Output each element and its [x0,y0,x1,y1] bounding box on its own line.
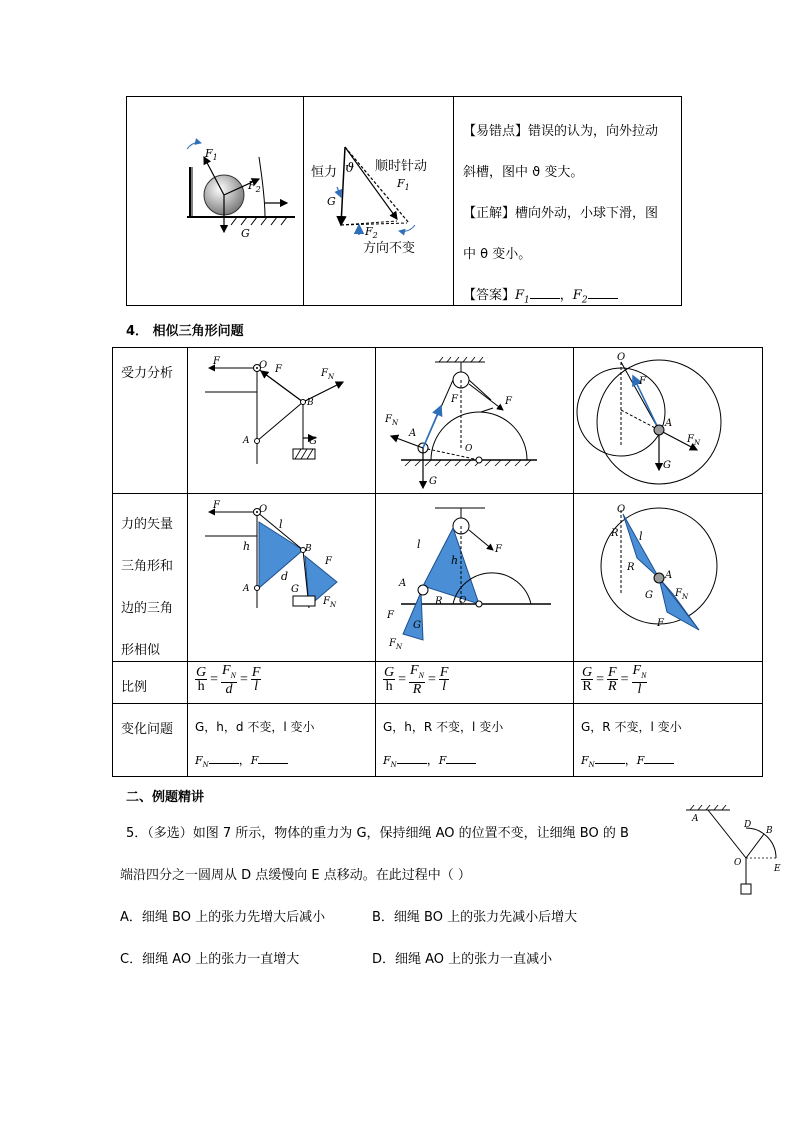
d6-label-l: l [639,530,643,543]
force-analysis-diagram-1 [197,356,367,486]
fig7-label-D: D [744,820,752,830]
solution-text-2: 中 θ 变小。 [463,247,532,262]
col2-label-fangxiang: 方向不变 [363,241,416,256]
change-1-f-blank[interactable] [258,751,288,764]
d3-label-F: F [639,376,646,387]
ratio-2: $\frac{G}{h}$ = $\frac{F_N}{R}$ = $\frac{F}{l}$ [384,663,449,697]
change-3-fixed: G，R 不变，l 变小 [581,720,682,734]
answer-line [463,275,675,322]
d6-label-F: F [657,618,664,629]
d4-label-O: O [259,504,268,515]
vector-triangle-diagram-2 [381,500,569,660]
answer-tag: 【答案】 [463,288,516,303]
solution-text-1: 槽向外动，小球下滑，图 [515,206,659,221]
change-2-f-blank[interactable] [446,751,476,764]
d1-label-F: F [275,364,282,375]
d3-label-O: O [617,352,626,363]
option-b[interactable]: B．细绳 BO 上的张力先减小后增大 [372,910,578,925]
row-label-change: 变化问题 [121,722,174,737]
answer-f1: $F_1$ [515,288,530,306]
ratio-3: $\frac{G}{R}$ = $\frac{F}{R}$ = $\frac{F_N}{l}$ [582,663,647,697]
mistake-block [463,111,675,322]
d6-label-A: A [665,570,673,581]
fig7-label-A: A [692,814,699,824]
row-divider-1 [113,493,762,494]
d4-label-G: G [291,584,299,595]
row-label-force-analysis: 受力分析 [121,366,174,381]
change-2-fn-blank[interactable] [397,751,427,764]
change-1-blanks: $F_N$ ，F [195,751,315,769]
d5-label-R: R [435,596,443,607]
change-3-f-blank[interactable] [644,751,674,764]
change-2 [383,718,503,769]
change-3-fn-blank[interactable] [595,751,625,764]
d6-label-O: O [617,504,626,515]
d4-label-d: d [281,570,289,583]
col2-label-G: G [327,195,336,208]
change-1 [195,718,315,769]
d1-label-F-left: F [213,356,220,367]
d6-label-R: R [611,528,619,539]
d6-label-FN: $F_N$ [675,588,689,601]
d5-label-h: h [451,554,459,567]
section4-title: 4． 相似三角形问题 [126,324,244,339]
change-2-fixed: G，h，R 不变，l 变小 [383,720,504,734]
d4-label-h: h [243,540,251,553]
d6-label-R2: R [627,562,635,573]
row-divider-2 [113,661,762,662]
d4-label-F-left: F [213,500,220,511]
figure-7-diagram [684,804,788,900]
top-table-divider-1 [303,97,304,305]
answer-sep: ， [559,288,573,303]
col2-label-shunshi: 顺时针动 [375,159,428,174]
section2-title: 二、例题精讲 [126,790,205,805]
question5-line1: 5．（多选）如图 7 所示，物体的重力为 G，保持细绳 AO 的位置不变，让细绳 BO 的 B [126,826,629,841]
d4-label-l: l [279,518,283,531]
d5-label-O: O [459,596,467,606]
d5-label-F-right: F [495,544,502,555]
option-a[interactable]: A．细绳 BO 上的张力先增大后减小 [120,910,326,925]
d4-label-B: B [305,544,312,554]
ball-groove-diagram [167,137,297,247]
col2-label-F2: $F_2$ [365,225,378,241]
col1-label-F2: $F_2$ [248,179,261,195]
row-divider-3 [113,703,762,704]
d5-label-F: F [387,610,394,621]
d5-label-l: l [417,538,421,551]
solution-tag: 【正解】 [463,206,516,221]
question5-line2: 端沿四分之一圆周从 D 点缓慢向 E 点移动。在此过程中（ ） [120,868,471,883]
d5-label-G: G [413,620,421,631]
d1-label-FN: $F_N$ [321,368,335,381]
answer-f2: $F_2$ [572,288,588,306]
option-c[interactable]: C．细绳 AO 上的张力一直增大 [120,952,300,967]
d2-label-F-right: F [505,396,512,407]
d1-label-O: O [259,360,268,371]
d2-label-FN: $F_N$ [385,414,399,427]
ratio-1: $\frac{G}{h}$ = $\frac{F_N}{d}$ = $\frac{F}{l}$ [196,663,261,697]
similar-table [112,347,763,777]
answer-f2-blank[interactable] [588,286,618,299]
col-divider-1 [187,348,188,776]
d2-label-G: G [429,476,437,487]
d3-label-FN: $F_N$ [687,434,701,447]
answer-f1-blank[interactable] [530,286,560,299]
d4-label-F: F [325,556,332,567]
d4-label-A: A [243,584,250,594]
option-d[interactable]: D．细绳 AO 上的张力一直减小 [372,952,553,967]
change-3 [581,718,682,769]
fig7-label-O: O [734,858,742,868]
mistake-text-2: 斜槽，图中 ϑ 变大。 [463,165,584,180]
force-triangle-diagram [323,137,443,247]
col-divider-2 [375,348,376,776]
d1-label-G: G [309,436,317,447]
d3-label-A: A [665,418,673,429]
d5-label-A: A [399,578,407,589]
col2-label-theta: ϑ [345,161,355,176]
d1-label-B: B [307,398,314,408]
change-1-fn-blank[interactable] [209,751,239,764]
change-1-fixed: G，h，d 不变，l 变小 [195,720,315,734]
d2-label-F: F [451,394,458,405]
top-table-divider-2 [453,97,454,305]
mistake-tag: 【易错点】 [463,124,529,139]
top-table [126,96,682,306]
change-3-blanks: $F_N$ ，F [581,751,682,769]
col2-label-hengli: 恒力 [311,165,338,180]
col1-label-G: G [241,227,250,240]
force-analysis-diagram-2 [381,356,569,492]
d3-label-G: G [663,460,671,471]
row-label-ratio: 比例 [121,680,148,695]
d4-label-FN: $F_N$ [323,596,337,609]
row-label-vector-triangle: 力的矢量 三角形和 边的三角 形相似 [121,517,174,658]
fig7-label-E: E [774,864,781,874]
change-2-blanks: $F_N$ ，F [383,751,503,769]
d5-label-FN: $F_N$ [389,638,403,651]
col-divider-3 [573,348,574,776]
d6-label-G: G [645,590,653,601]
col1-label-F1: $F_1$ [205,147,218,163]
fig7-label-B: B [766,826,773,836]
col2-label-F1: $F_1$ [397,177,410,193]
mistake-text-1: 错误的认为，向外拉动 [528,124,659,139]
d1-label-A: A [243,436,250,446]
d2-label-A: A [409,428,417,439]
d2-label-O: O [465,444,473,454]
